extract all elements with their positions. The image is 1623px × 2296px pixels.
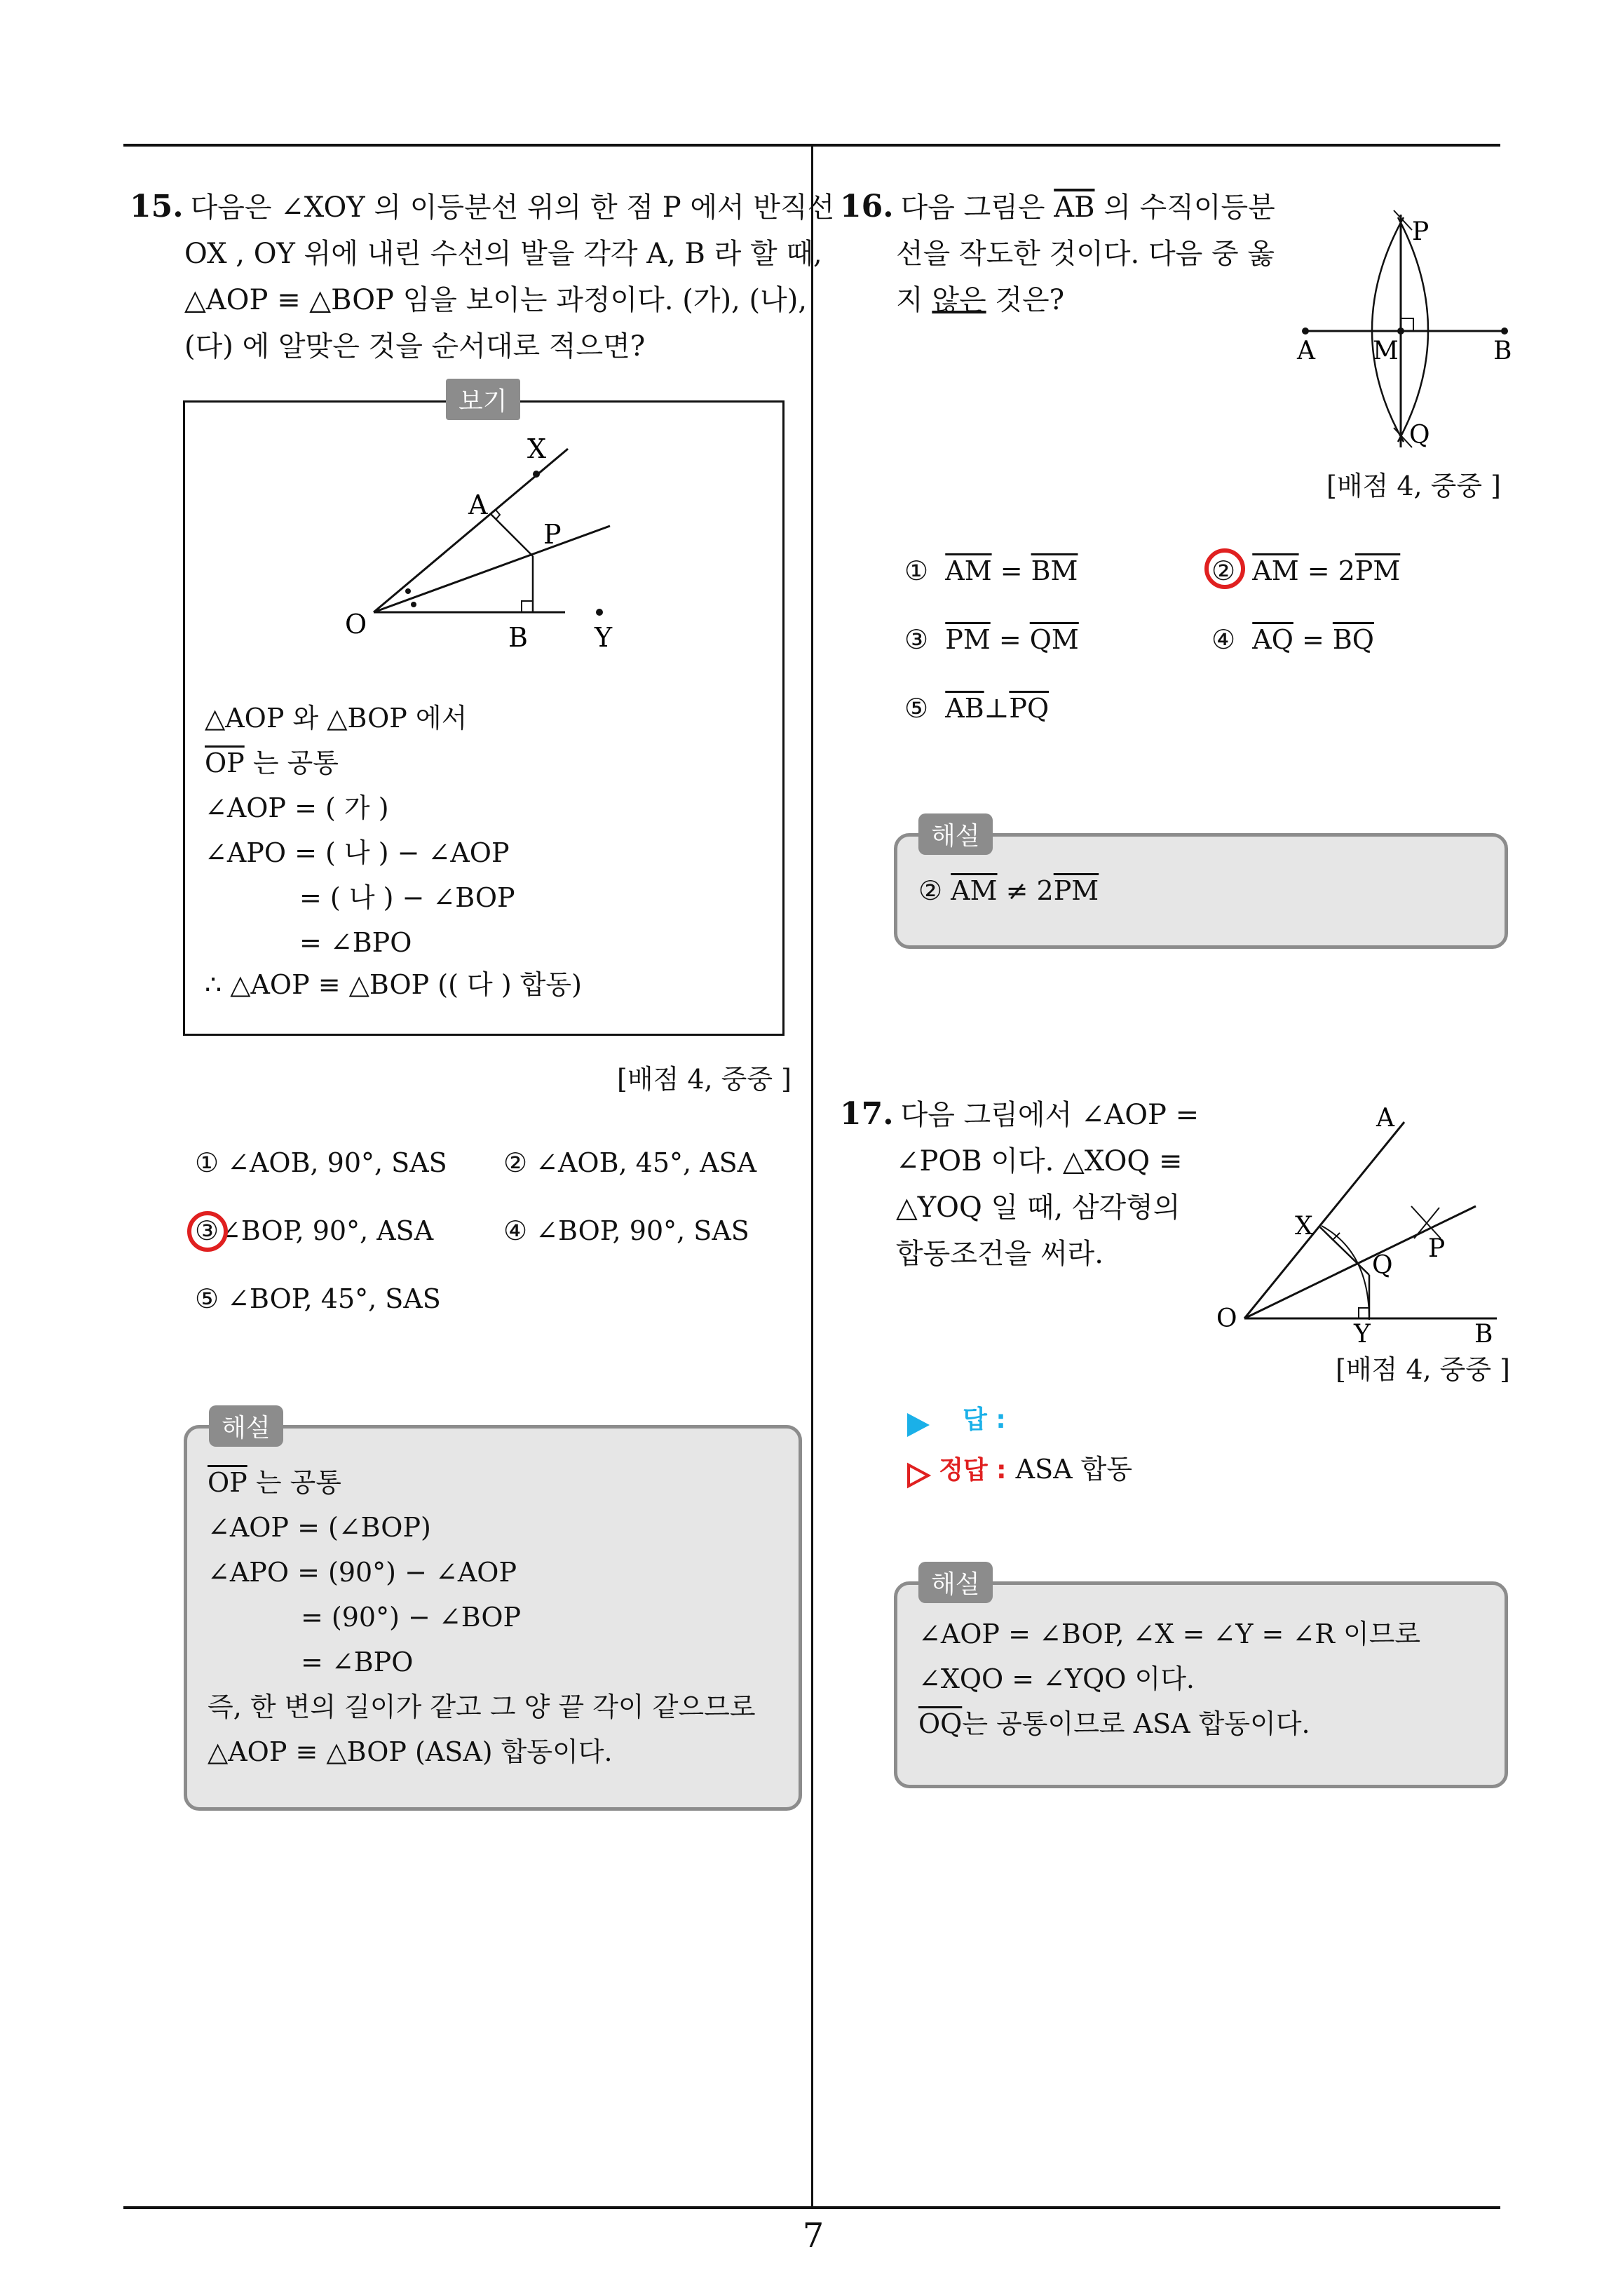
label-q: Q — [1372, 1251, 1393, 1280]
solution-line: = ∠BPO — [301, 1647, 414, 1677]
label-a: A — [1297, 337, 1315, 365]
label-p: P — [1428, 1234, 1446, 1263]
solution-text: $\overline{OP}$ 는 공통 ∠AOP = (∠BOP) ∠APO = (90°) − ∠AOP = (90°) − ∠BOP = ∠BPO 즉, 한 변의 길이가 같고 그 양 끝 각이 같으므로 △AOP ≡ △BOP (ASA) 합동이다. — [208, 1460, 756, 1774]
question-text-line: △YOQ 일 때, 삼각형의 — [896, 1191, 1181, 1224]
choice-4[interactable]: ④ ∠BOP, 90°, SAS — [503, 1215, 749, 1246]
segment-oq: $\overline{OQ}$ — [918, 1708, 963, 1739]
label-x: X — [1295, 1212, 1313, 1241]
solution-line: ∠XQO = ∠YQO 이다. — [918, 1663, 1195, 1694]
solution-label: 해설 — [209, 1405, 283, 1447]
page-number: 7 — [802, 2216, 824, 2255]
solution-line: 즉, 한 변의 길이가 같고 그 양 끝 각이 같으므로 — [208, 1691, 756, 1722]
proof-line: ∴ △AOP ≡ △BOP (( 다 ) 합동) — [205, 969, 582, 1000]
proof-line: △AOP 와 △BOP 에서 — [205, 703, 468, 734]
outline-play-marker-icon — [906, 1462, 931, 1489]
proof-line: ∠APO = ( 나 ) − ∠AOP — [205, 837, 510, 868]
bottom-rule — [123, 2206, 1500, 2209]
question-text-line: 선을 작도한 것이다. 다음 중 옳 — [896, 238, 1275, 270]
choice-3[interactable]: ③ $\overline{PM} = \overline{QM}$ — [904, 624, 1079, 655]
selected-answer-circle — [1204, 548, 1245, 589]
label-p: P — [543, 519, 562, 550]
choice-4[interactable]: ④ $\overline{AQ} = \overline{BQ}$ — [1211, 624, 1374, 655]
proof-line: ∠AOP = ( 가 ) — [205, 792, 389, 823]
proof-line: = ( 나 ) − ∠BOP — [299, 882, 515, 913]
label-o: O — [1216, 1304, 1237, 1333]
selected-answer-circle — [187, 1211, 228, 1252]
solution-line: △AOP ≡ △BOP (ASA) 합동이다. — [208, 1736, 613, 1767]
score-label: [배점 4, 중중 ] — [1336, 1354, 1510, 1385]
question-number: 16. — [840, 189, 894, 224]
question-text-line: △AOP ≡ △BOP 임을 보이는 과정이다. (가), (나), — [184, 284, 808, 316]
play-marker-icon — [906, 1412, 931, 1438]
answer-row — [906, 1400, 1006, 1438]
question-text-line: OX , OY 위에 내린 수선의 발을 각각 A, B 라 할 때, — [184, 238, 822, 270]
question-15 — [130, 184, 834, 370]
label-a: A — [468, 489, 488, 520]
label-y: Y — [595, 622, 613, 653]
solution-label: 해설 — [918, 1562, 993, 1603]
label-x: X — [527, 433, 547, 464]
segment-op: $\overline{OP}$ — [205, 748, 245, 778]
question-17: 17. 다음 그림에서 ∠AOP = ∠POB 이다. △XOQ ≡ △YOQ 일 때, 삼각형의 합동조건을 써라. — [840, 1091, 1199, 1277]
label-p: P — [1412, 217, 1430, 246]
score-label: [배점 4, 중중 ] — [1326, 471, 1501, 501]
choice-3[interactable]: ③∠BOP, 90°, ASA — [195, 1215, 434, 1246]
choice-5[interactable]: ⑤ $\overline{AB}\perp\overline{PQ}$ — [904, 693, 1050, 724]
choice-number: ③ — [195, 1215, 219, 1246]
solution-line: ∠APO = (90°) − ∠AOP — [208, 1557, 517, 1588]
label-b: B — [1493, 337, 1512, 365]
perpendicular-bisector-figure — [1283, 196, 1514, 463]
label-b: B — [508, 622, 528, 653]
label-a: A — [1376, 1104, 1394, 1133]
answer-label: 답 : — [963, 1405, 1006, 1434]
question-16: 16. 다음 그림은 $\overline{AB}$ 의 수직이등분 선을 작도한 것이다. 다음 중 옳 지 않은 것은? — [840, 189, 1275, 316]
column-divider — [811, 144, 813, 2209]
correct-answer-value: ASA 합동 — [1015, 1454, 1133, 1485]
question-number: 15. — [130, 189, 184, 224]
label-m: M — [1373, 337, 1399, 365]
label-y: Y — [1354, 1320, 1371, 1349]
choice-5[interactable]: ⑤ ∠BOP, 45°, SAS — [195, 1283, 441, 1314]
segment-ab: $\overline{AB}$ — [1054, 191, 1095, 224]
correct-label: 정답 : — [939, 1456, 1007, 1485]
question-text-line: (다) 에 알맞은 것을 순서대로 적으면? — [184, 330, 646, 363]
question-number: 17. — [840, 1096, 894, 1132]
question-text-line: 다음은 ∠XOY 의 이등분선 위의 한 점 P 에서 반직선 — [190, 191, 835, 224]
score-label: [배점 4, 중중 ] — [617, 1064, 792, 1095]
solution-label: 해설 — [918, 813, 993, 855]
solution-line: ∠AOP = (∠BOP) — [208, 1512, 431, 1543]
bogi-proof: △AOP 와 △BOP 에서 $\overline{OP}$ 는 공통 ∠AOP = ( 가 ) ∠APO = ( 나 ) − ∠AOP = ( 나 ) − ∠BOP = ∠BPO ∴ △AOP ≡ △BOP (( 다 ) 합동) — [205, 696, 582, 1004]
choice-1[interactable]: ① ∠AOB, 90°, SAS — [195, 1147, 447, 1178]
label-b: B — [1474, 1320, 1493, 1349]
choice-1[interactable]: ① $\overline{AM} = \overline{BM}$ — [904, 555, 1078, 586]
proof-line: = ∠BPO — [299, 927, 412, 958]
choice-2[interactable]: ② ∠AOB, 45°, ASA — [503, 1147, 757, 1178]
choice-2[interactable]: ② $\overline{AM} = 2\overline{PM}$ — [1211, 555, 1401, 586]
label-o: O — [345, 609, 367, 640]
solution-text: ② $\overline{AM} \ne 2\overline{PM}$ — [918, 875, 1099, 906]
emphasis-word: 않은 — [932, 284, 986, 316]
bogi-label: 보기 — [446, 379, 520, 420]
label-q: Q — [1409, 421, 1430, 450]
correct-answer-row — [906, 1447, 1132, 1489]
angle-construction-figure — [1216, 1101, 1511, 1353]
solution-line: ∠AOP = ∠BOP, ∠X = ∠Y = ∠R 이므로 — [918, 1619, 1421, 1649]
question-text-line: ∠POB 이다. △XOQ ≡ — [896, 1145, 1183, 1177]
solution-line: = (90°) − ∠BOP — [301, 1602, 522, 1633]
solution-text: ∠AOP = ∠BOP, ∠X = ∠Y = ∠R 이므로 ∠XQO = ∠YQO 이다. $\overline{OQ}$는 공통이므로 ASA 합동이다. — [918, 1612, 1420, 1746]
segment-op: $\overline{OP}$ — [208, 1467, 247, 1498]
question-text-line: 합동조건을 써라. — [896, 1238, 1103, 1270]
angle-bisector-figure — [330, 428, 652, 659]
